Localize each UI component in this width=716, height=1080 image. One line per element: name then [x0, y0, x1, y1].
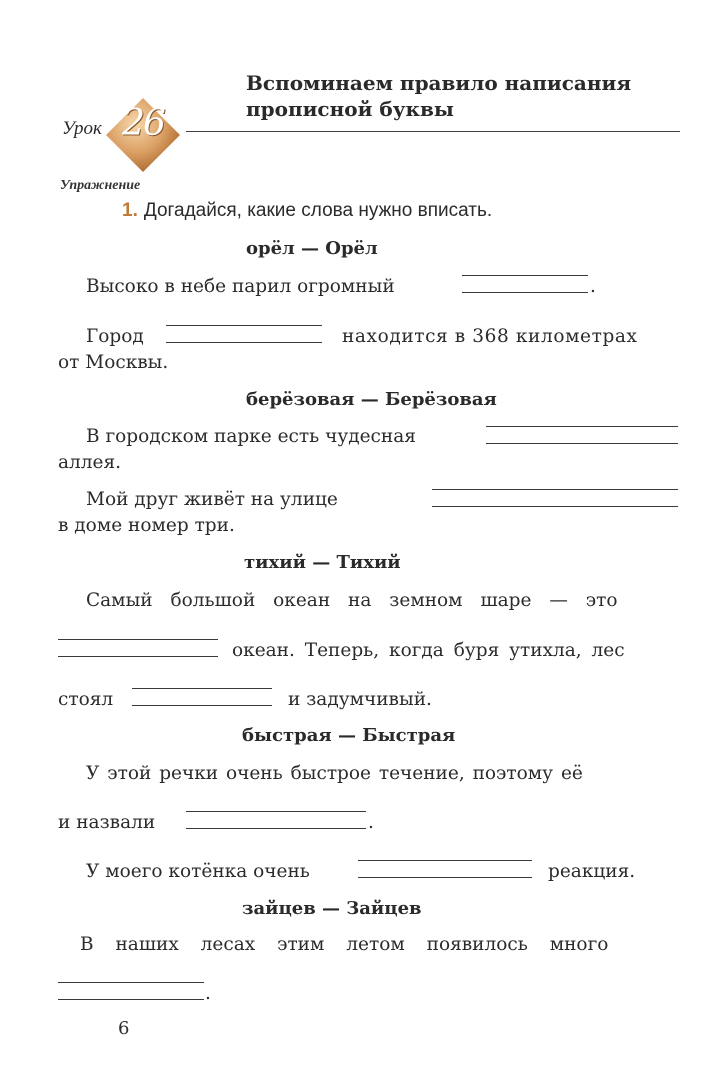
word-pair: берёзовая — Берёзовая: [246, 389, 497, 410]
lesson-number: 26: [122, 103, 164, 144]
sentence-text: находится в 368 километрах: [342, 326, 638, 347]
exercise-instruction: [122, 200, 492, 222]
sentence-end: .: [368, 812, 374, 833]
sentence-text: аллея.: [58, 452, 122, 473]
instruction-text: Догадайся, какие слова нужно вписать.: [143, 200, 493, 221]
header-rule: [186, 131, 680, 132]
answer-blank[interactable]: [166, 325, 322, 343]
exercise-number: 1.: [122, 200, 138, 221]
exercise-label: Упражнение: [60, 178, 141, 193]
page-title: [246, 70, 666, 122]
word-pair: зайцев — Зайцев: [242, 898, 422, 919]
sentence-text: Мой друг живёт на улице: [86, 489, 338, 510]
sentence-text: У этой речки очень быстрое течение, поэтому её: [86, 763, 583, 784]
answer-blank[interactable]: [58, 982, 204, 1000]
title-line-2: прописной буквы: [246, 97, 454, 121]
word-pair: орёл — Орёл: [246, 238, 378, 259]
sentence-end: .: [590, 276, 596, 297]
lesson-label: Урок: [62, 118, 102, 139]
answer-blank[interactable]: [462, 275, 588, 293]
sentence-text: В наших лесах этим летом появилось много: [80, 934, 609, 955]
sentence-text: стоял: [58, 689, 114, 710]
sentence-text: от Москвы.: [58, 352, 169, 373]
answer-blank[interactable]: [186, 811, 366, 829]
sentence-text: реакция.: [548, 861, 636, 882]
word-pair: тихий — Тихий: [244, 552, 401, 573]
title-line-1: Вспоминаем правило написания: [246, 71, 632, 95]
sentence-text: Город: [86, 326, 144, 347]
answer-blank[interactable]: [432, 489, 678, 507]
sentence-text: в доме номер три.: [58, 515, 235, 536]
sentence-end: .: [205, 983, 211, 1004]
sentence-text: Высоко в небе парил огромный: [86, 276, 395, 297]
page-number: 6: [118, 1018, 130, 1039]
sentence-text: В городском парке есть чудесная: [86, 426, 416, 447]
sentence-text: и задумчивый.: [288, 689, 432, 710]
word-pair: быстрая — Быстрая: [242, 725, 456, 746]
sentence-text: и назвали: [58, 812, 156, 833]
sentence-text: океан. Теперь, когда буря утихла, лес: [232, 640, 625, 661]
answer-blank[interactable]: [358, 860, 532, 878]
sentence-text: Самый большой океан на земном шаре — это: [86, 590, 618, 611]
answer-blank[interactable]: [132, 688, 272, 706]
answer-blank[interactable]: [486, 426, 678, 444]
answer-blank[interactable]: [58, 639, 218, 657]
sentence-text: У моего котёнка очень: [86, 861, 310, 882]
